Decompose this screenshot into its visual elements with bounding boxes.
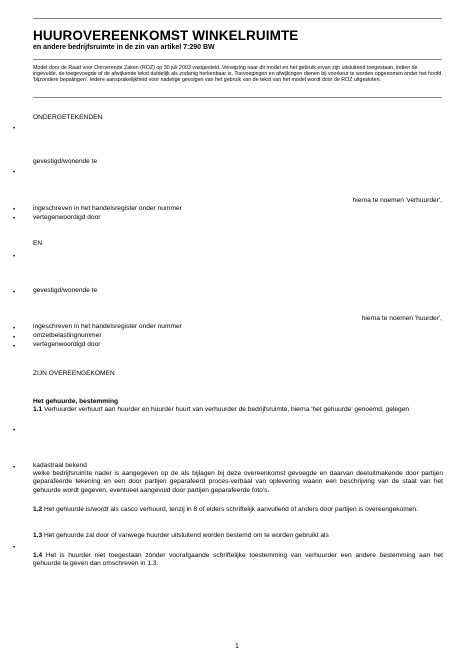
clause-1-3 [33,532,443,540]
parties-heading: ONDERGETEKENDEN [33,114,103,121]
document-subtitle: en andere bedrijfsruimte in de zin van artikel 7:290 BW [33,44,215,51]
clause-number: 1.1 [33,406,43,413]
document-title: HUUROVEREENKOMST WINKELRUIMTE [33,28,299,43]
tenant-role: hierna te noemen 'huurder', [361,315,442,322]
cadastral-label: kadastraal bekend [33,462,87,469]
top-rule [33,18,442,19]
landlord-role: hierna te noemen 'verhuurder', [352,197,442,204]
model-note: Model door de Raad voor Onroerende Zaken (ROZ) op 30 juli 2003 vastgesteld. Verwijzing naar dit model en het gebruik ervan zijn uitsluitend toegestaan, indien de ingevulde, de toegevoegde of de afwijkende tekst duidelijk als zodanig herkenbaar is. Toevoegingen en afwijkingen dienen bij voorkeur te worden opgenomen onder het hoofd 'bijzondere bepalingen'. Iedere aansprakelijkheid voor nadelige gevolgen van het gebruik van de tekst van het model wordt door de ROZ uitgesloten. [33,65,442,84]
bullet: • [13,126,16,132]
bullet: • [13,290,16,296]
clause-1-2 [33,506,443,514]
bullet: • [13,545,16,551]
clause-number: 1.4 [33,552,43,559]
tenant-address-label: gevestigd/wonende te [33,287,98,294]
bullet: • [13,344,16,350]
landlord-register-label: ingeschreven in het handelsregister onder nummer [33,205,182,212]
clause-text: Het gehuurde is/wordt als casco verhuurd, tenzij in 8 of elders schriftelijk aanvullend of anders door partijen is overeengekomen. [42,506,418,513]
bullet: • [13,170,16,176]
clause-number: 1.3 [33,532,43,539]
clause-text: Het gehuurde zal door of vanwege huurder uitsluitend worden bestemd om te worden gebruikt als [42,532,329,539]
bullet: • [13,254,16,260]
clause-text: Verhuurder verhuurt aan huurder en huurder huurt van verhuurder de bedrijfsruimte, hierna 'het gehuurde' genoemd, gelegen [42,406,410,413]
landlord-represented-label: vertegenwoordigd door [33,214,101,221]
tenant-represented-label: vertegenwoordigd door [33,341,101,348]
tenant-register-label: ingeschreven in het handelsregister onder nummer [33,323,182,330]
bullet: • [13,216,16,222]
clause-text: Het is huurder niet toegestaan zonder voorafgaande schriftelijke toestemming van verhuurder een andere bestemming aan het gehuurde te geven dan omschreven in 1.3. [33,552,443,568]
bullet: • [13,465,16,471]
clause-number: 1.2 [33,506,43,513]
agreed-heading: ZIJN OVEREENGEKOMEN [33,370,115,377]
page-number: 1 [235,643,239,650]
bullet: • [13,428,16,434]
header-rule [33,59,442,60]
landlord-address-label: gevestigd/wonende te [33,158,98,165]
bullet: • [13,326,16,332]
clause-1-4 [33,552,443,569]
tenant-vat-label: omzetbelastingnummer [33,332,102,339]
section-heading: Het gehuurde, bestemming [33,398,118,405]
clause-1-1 [33,406,443,414]
clause-1-1-description: welke bedrijfsruimte nader is aangegeven op de als bijlagen bij deze overeenkomst gevoegde en daarvan deeluitmakende door partijen geparafeerde tekening en een door partijen geparafeerd proces-verbaal van oplevering waarin een beschrijving van de staat van het gehuurde wordt gegeven, eventueel aangevuld door partijen geparafeerde foto's. [33,470,443,494]
bullet: • [13,335,16,341]
and-label: EN [33,240,43,247]
bullet: • [13,207,16,213]
model-rule [33,97,442,98]
